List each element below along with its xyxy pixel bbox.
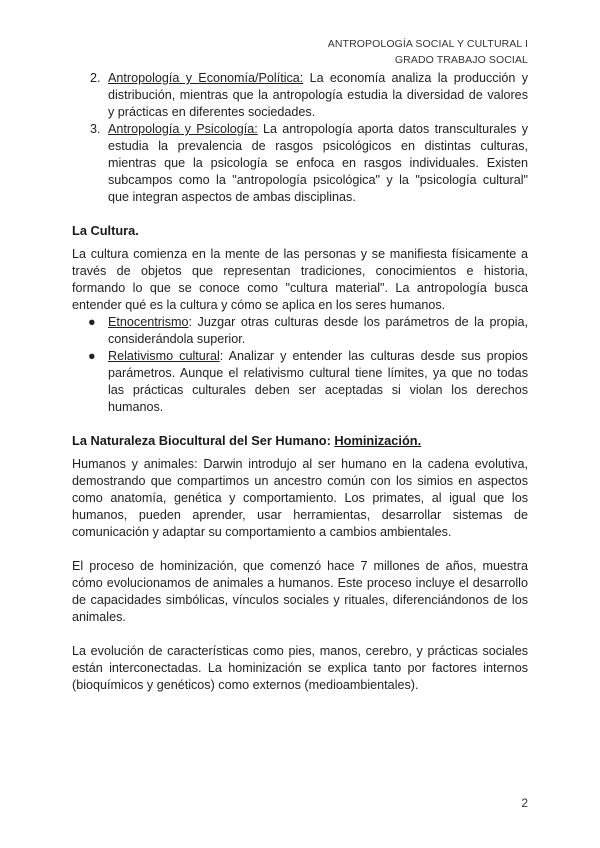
bullet-icon: ● [88, 349, 96, 363]
bullet-term: Etnocentrismo [108, 315, 189, 329]
bullet-text: : Juzgar otras culturas desde los parámetros de la propia, considerándola superior. [108, 315, 528, 346]
section-heading-cultura: La Cultura. [72, 223, 139, 238]
header-course-title: ANTROPOLOGÍA SOCIAL Y CULTURAL I [327, 38, 528, 50]
item-text: La economía analiza la producción y distribución, mientras que la antropología estudia la diversidad de valores y prácticas en diferentes sociedades. [108, 71, 528, 119]
numbered-list [72, 70, 528, 206]
running-header [328, 36, 528, 68]
numbered-item [72, 121, 528, 206]
header-degree: GRADO TRABAJO SOCIAL [394, 54, 528, 66]
section-heading-hominizacion [72, 432, 528, 449]
heading-underlined: Hominización. [334, 433, 422, 448]
bullet-text: : Analizar y entender las culturas desde sus propios parámetros. Aunque el relativismo cultural tiene límites, ya que no todas las prácticas culturales deben ser aceptadas si violan los derechos humanos. [108, 349, 528, 414]
cultura-paragraph: La cultura comienza en la mente de las personas y se manifiesta físicamente a través de objetos que representan tradiciones, conocimientos e historia, formando lo que se conoce como "cultura material". La antropología busca entender qué es la cultura y cómo se aplica en los seres humanos. [72, 247, 528, 312]
bullet-item [72, 348, 528, 416]
hominizacion-paragraph: El proceso de hominización, que comenzó hace 7 millones de años, muestra cómo evolucionamos de animales a humanos. Este proceso incluye el desarrollo de capacidades simbólicas, vínculos sociales y rituales, diferenciándonos de los animales. [72, 559, 528, 624]
document-body [72, 70, 528, 694]
numbered-item [72, 70, 528, 121]
bullet-term: Relativismo cultural [108, 349, 220, 363]
item-term: Antropología y Psicología: [108, 122, 258, 136]
bullet-item [72, 314, 528, 348]
hominizacion-paragraph: La evolución de características como pies, manos, cerebro, y prácticas sociales están interconectadas. La hominización se explica tanto por factores internos (bioquímicos y genéticos) como externos (medioambientales). [72, 644, 528, 692]
heading-prefix: La Naturaleza Biocultural del Ser Humano: [72, 433, 335, 448]
item-text: La antropología aporta datos transculturales y estudia la prevalencia de rasgos psicológicos en distintas culturas, mientras que la psicología se enfoca en rasgos individuales. Existen subcampos como la "antropología psicológica" y la "psicología cultural" que integran aspectos de ambas disciplinas. [108, 122, 528, 204]
page-number: 2 [521, 796, 528, 810]
bullet-icon: ● [88, 315, 96, 329]
item-number: 2. [90, 71, 101, 85]
item-number: 3. [90, 122, 101, 136]
cultura-bullet-list [72, 314, 528, 416]
item-term: Antropología y Economía/Política: [108, 71, 304, 85]
hominizacion-paragraph: Humanos y animales: Darwin introdujo al ser humano en la cadena evolutiva, demostrando que compartimos un ancestro común con los simios en aspectos como anatomía, genética y comportamiento. Los primates, al igual que los humanos, pueden aprender, usar herramientas, desarrollar sistemas de comunicación y adaptar su comportamiento a cambios ambientales. [72, 457, 528, 539]
